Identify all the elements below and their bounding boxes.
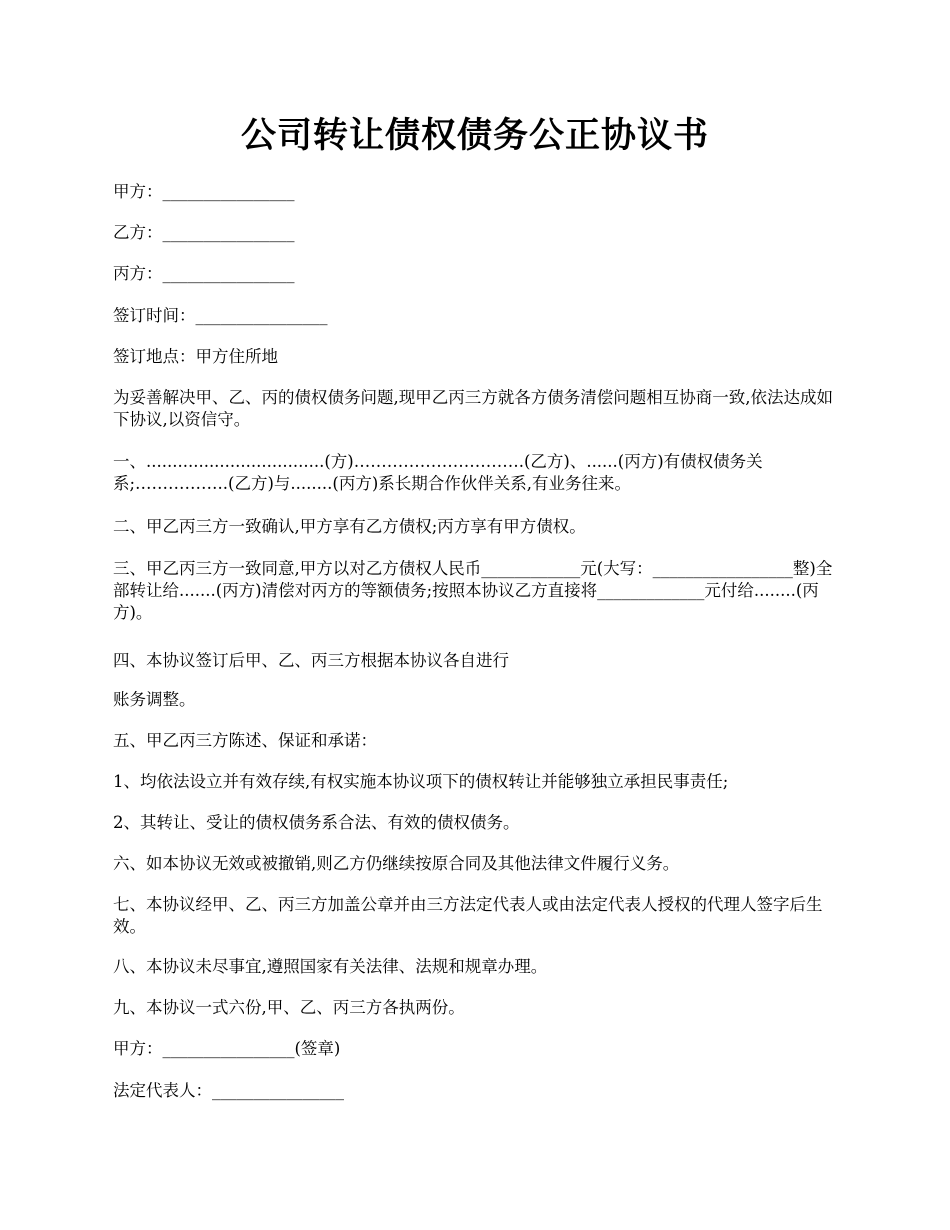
- clause-4-continuation: 账务调整。: [113, 690, 196, 709]
- clause-2-paragraph: 二、甲乙丙三方一致确认,甲方享有乙方债权;丙方享有甲方债权。: [113, 517, 586, 536]
- clause-8-paragraph: 八、本协议未尽事宜,遵照国家有关法律、法规和规章办理。: [113, 957, 548, 976]
- clause-5-item-2: 2、其转让、受让的债权债务系合法、有效的债权债务。: [113, 813, 520, 832]
- party-b-line: 乙方：________________: [113, 223, 295, 242]
- clause-1-paragraph: 一、..................................(方)………………………….(乙方)、......(丙方)有债权债务关系;……………..(乙方)与........(丙方)系长期合作伙伴关系,有业务往来。: [113, 452, 763, 493]
- clause-3-paragraph: 三、甲乙丙三方一致同意,甲方以对乙方债权人民币____________元(大写：_________________整)全部转让给.......(丙方)清偿对丙方的等额债务;按照本协议乙方直接将_____________元付给........(丙方)。: [113, 559, 833, 622]
- legal-representative-line: 法定代表人：________________: [113, 1081, 344, 1100]
- clause-6-paragraph: 六、如本协议无效或被撤销,则乙方仍继续按原合同及其他法律文件履行义务。: [113, 854, 680, 873]
- party-c-line: 丙方：________________: [113, 264, 295, 283]
- clause-7-paragraph: 七、本协议经甲、乙、丙三方加盖公章并由三方法定代表人或由法定代表人授权的代理人签字后生效。: [113, 895, 823, 936]
- signing-date-line: 签订时间：________________: [113, 306, 328, 325]
- clause-9-paragraph: 九、本协议一式六份,甲、乙、丙三方各执两份。: [113, 998, 465, 1017]
- document-title: 公司转让债权债务公正协议书: [240, 115, 709, 156]
- clause-5-item-1: 1、均依法设立并有效存续,有权实施本协议项下的债权转让并能够独立承担民事责任;: [113, 772, 729, 791]
- clause-4-paragraph: 四、本协议签订后甲、乙、丙三方根据本协议各自进行: [113, 651, 509, 670]
- party-a-signature-line: 甲方：________________(签章): [113, 1039, 341, 1058]
- party-a-line: 甲方：________________: [113, 182, 295, 201]
- preamble-paragraph: 为妥善解决甲、乙、丙的债权债务问题,现甲乙丙三方就各方债务清偿问题相互协商一致,依法达成如下协议,以资信守。: [113, 388, 833, 429]
- clause-5-paragraph: 五、甲乙丙三方陈述、保证和承诺：: [113, 731, 377, 750]
- signing-place-line: 签订地点：甲方住所地: [113, 347, 278, 366]
